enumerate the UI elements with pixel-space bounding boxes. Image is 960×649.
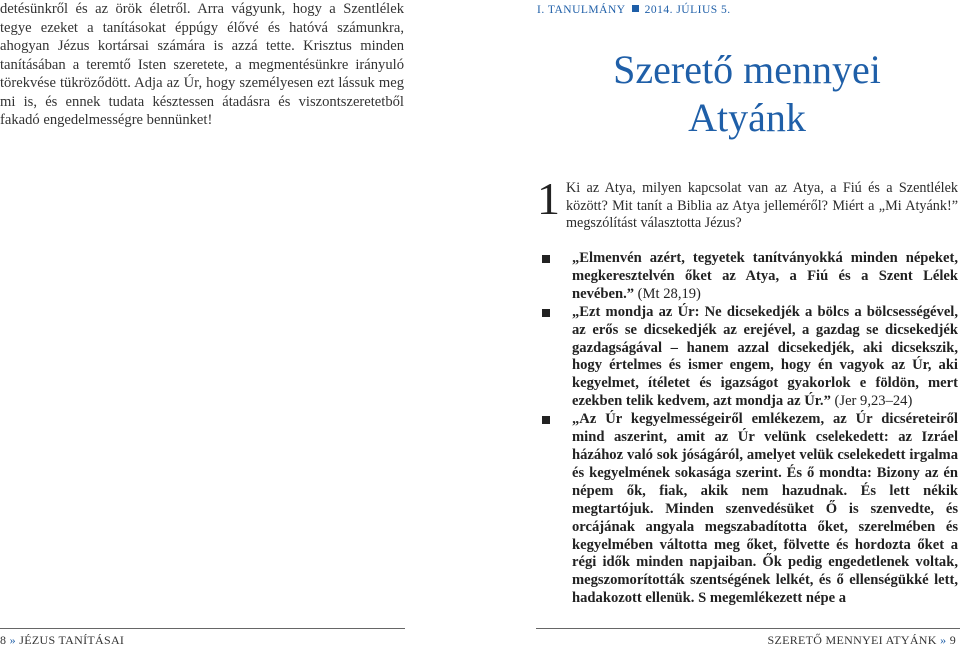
lesson-rubric [537, 4, 957, 16]
rubric-date: 2014. JÚLIUS 5. [644, 4, 731, 16]
left-page-number: 8 [0, 633, 7, 647]
quote-item [540, 304, 958, 411]
quote-reference: (Jer 9,23–24) [830, 393, 913, 410]
quote-item [540, 250, 958, 304]
right-footer [767, 633, 956, 648]
quote-item [540, 411, 958, 608]
left-footer-rule [0, 628, 405, 629]
quote-text: „Elmenvén azért, tegyetek tanítványokká minden népeket, megkeresztelvén őket az Atya, a Fiú és a Szent Lélek nevében.” [572, 250, 958, 302]
quote-text: „Az Úr kegyelmességeiről emlékezem, az Úr dicséreteiről mind aszerint, amit az Úr velünk cselekedett: az Izráel házához való sok jóságáról, amelyet velük cselekedett irgalma és kegyelmének sokasága szerint. És ő mondta: Bizony az én népem ők, fiak, akik nem hazudnak. És lett nékik megtartójuk. Minden szenvedésüket Ő is szenvedte, és orcájának angyala megszabadította őket, szerelmében és kegyelmében váltotta meg őket, fölvette és hordozta őket a régi idők minden napjaiban. Ők pedig engedetlenek voltak, megszomorították szentségének lelkét, és ő ellenségükké lett, hadakozott ellenük. S megemlékezett népe a [572, 411, 958, 607]
square-bullet-icon [542, 255, 550, 263]
study-question [537, 173, 958, 233]
square-bullet-icon [632, 5, 639, 12]
rubric-lesson: I. TANULMÁNY [537, 4, 626, 16]
right-page-number: 9 [949, 633, 956, 647]
quote-reference: (Mt 28,19) [634, 285, 701, 302]
page-title [537, 46, 957, 142]
square-bullet-icon [542, 309, 550, 317]
question-text: Ki az Atya, milyen kapcsolat van az Atya, a Fiú és a Szentlélek között? Mit tanít a Biblia az Atya jelleméről? Miért a „Mi Atyánk!” megszólítást választotta Jézus? [566, 180, 958, 232]
quote-text: „Ezt mondja az Úr: Ne dicsekedjék a bölcs a bölcsességével, az erős se dicsekedjék az erejével, a gazdag se dicsekedjék gazdagságával – hanem azzal dicsekedjék, aki dicsekszik, hogy értelmes és ismer engem, hogy én vagyok az Úr, aki kegyelmet, ítéletet és igazságot gyakorlok e földön, mert ezekben telik kedvem, azt mondja az Úr.” [572, 303, 958, 410]
left-paragraph: detésünkről és az örök életről. Arra vágyunk, hogy a Szentlélek tegye ezeket a tanításokat éppúgy élővé és hatóvá számunkra, ahogyan Jézus kortársai számára is azzá tette. Krisztus minden tanításában a teremtő Isten szeretete, a megmentésünkre irányuló törekvése tükröződött. Adja az Úr, hogy személyesen ezt lássuk meg mi is, és ennek tudata késztessen átadásra és viszontszeretetből fakadó engedelmességre bennünket! [0, 1, 404, 128]
right-footer-title: SZERETŐ MENNYEI ATYÁNK [767, 633, 937, 647]
question-number: 1 [537, 173, 560, 224]
title-line-2: Atyánk [688, 95, 806, 140]
bible-quotes [540, 250, 958, 608]
square-bullet-icon [542, 416, 550, 424]
left-footer [0, 633, 124, 648]
left-footer-separator: » [9, 633, 16, 647]
right-footer-rule [536, 628, 960, 629]
title-line-1: Szerető mennyei [613, 47, 881, 92]
right-footer-separator: » [940, 633, 947, 647]
left-footer-title: JÉZUS TANÍTÁSAI [19, 633, 125, 647]
